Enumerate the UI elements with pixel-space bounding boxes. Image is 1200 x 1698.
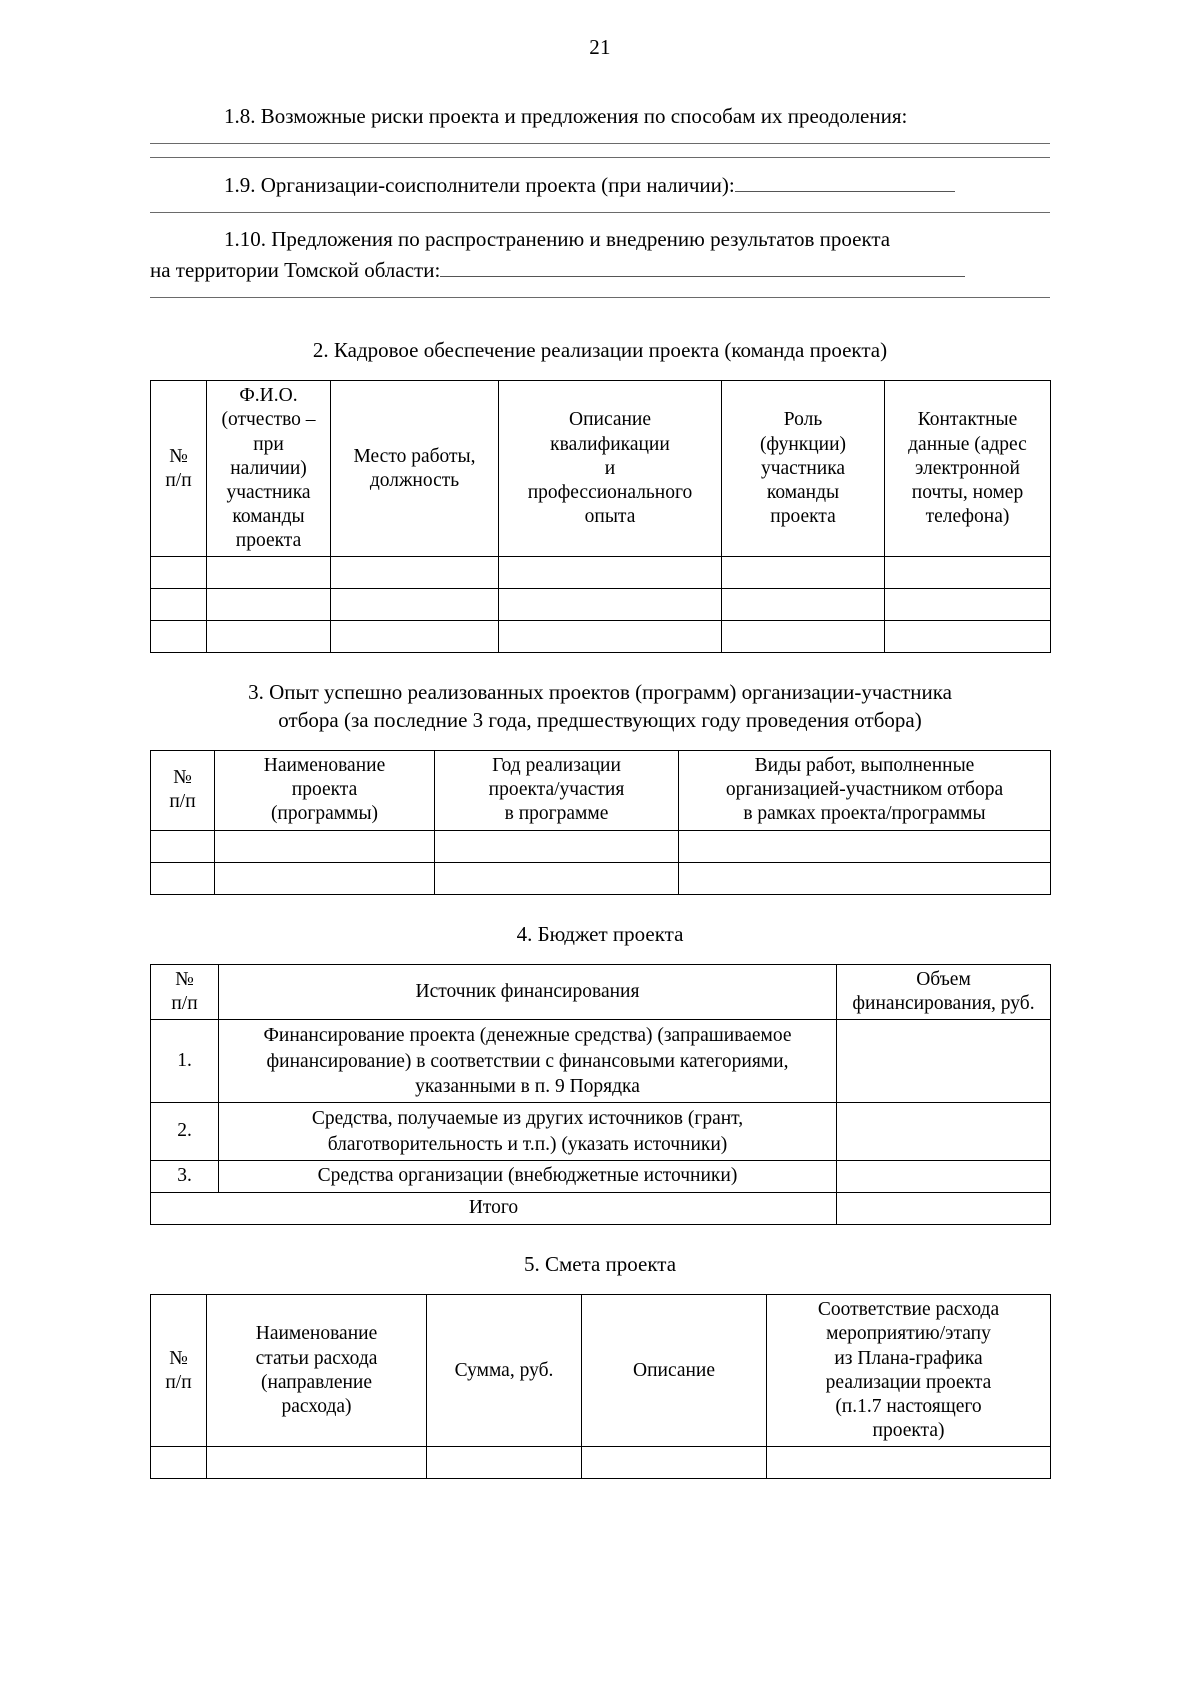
item-1-10-line2 <box>150 256 1050 284</box>
cell-workplace[interactable] <box>331 557 499 589</box>
cell-number[interactable] <box>151 557 207 589</box>
fill-line-1-9-b[interactable] <box>150 212 1050 213</box>
hdr-line: в программе <box>504 803 609 825</box>
hdr-line: расхода) <box>281 1395 352 1417</box>
hdr-line: наличии) <box>230 457 307 479</box>
hdr-line: опыта <box>584 506 636 528</box>
cell-funding-source: Средства организации (внебюджетные источники) <box>219 1160 837 1192</box>
item-1-10-text: на территории Томской области: <box>150 257 441 282</box>
col-header-fio <box>207 381 331 557</box>
table-header-row <box>151 381 1051 557</box>
col-header-number <box>151 751 215 831</box>
cell-total-label: Итого <box>151 1192 837 1224</box>
hdr-line: при <box>253 433 284 455</box>
hdr-line: участника <box>226 481 311 503</box>
cell-number[interactable] <box>151 862 215 894</box>
col-header-sum <box>427 1295 582 1447</box>
hdr-line: Наименование <box>255 1323 378 1345</box>
fill-line-1-10-b[interactable] <box>150 297 1050 298</box>
hdr-line: в рамках проекта/программы <box>743 803 986 825</box>
hdr-line: п/п <box>171 993 198 1015</box>
table-row[interactable] <box>151 557 1051 589</box>
cell-funding-source: Финансирование проекта (денежные средства) (запрашиваемое финансирование) в соответствии с финансовыми категориями, указанными в п. 9 Порядка <box>219 1020 837 1103</box>
col-header-role <box>722 381 885 557</box>
col-header-plan-match <box>767 1295 1051 1447</box>
hdr-line: (функции) <box>759 433 847 455</box>
cell-year[interactable] <box>435 830 679 862</box>
experience-table <box>150 750 1051 895</box>
hdr-line: проекта <box>235 530 302 552</box>
hdr-line: Источник финансирования <box>415 980 640 1002</box>
cell-row-number: 2. <box>151 1103 219 1161</box>
cell-contacts[interactable] <box>885 557 1051 589</box>
table-row[interactable] <box>151 1160 1051 1192</box>
cell-number[interactable] <box>151 589 207 621</box>
cell-row-number: 1. <box>151 1020 219 1103</box>
hdr-line: телефона) <box>925 506 1010 528</box>
table-header-row <box>151 751 1051 831</box>
table-row[interactable] <box>151 621 1051 653</box>
section-3-title-line2: отбора (за последние 3 года, предшествующих году проведения отбора) <box>278 707 922 732</box>
cell-qualification[interactable] <box>499 621 722 653</box>
hdr-line: п/п <box>165 1371 192 1393</box>
hdr-line: реализации проекта <box>825 1371 992 1393</box>
cell-contacts[interactable] <box>885 621 1051 653</box>
fill-line-1-9-inline[interactable] <box>735 171 955 192</box>
cell-fio[interactable] <box>207 589 331 621</box>
budget-table <box>150 964 1051 1225</box>
hdr-line: Виды работ, выполненные <box>754 755 975 777</box>
fill-line-1-8-b[interactable] <box>150 157 1050 158</box>
hdr-line: команды <box>232 506 305 528</box>
cell-contacts[interactable] <box>885 589 1051 621</box>
cell-role[interactable] <box>722 621 885 653</box>
hdr-line: должность <box>369 469 460 491</box>
cell-description[interactable] <box>582 1447 767 1479</box>
hdr-line: № <box>175 968 194 990</box>
col-header-number <box>151 1295 207 1447</box>
col-header-number <box>151 381 207 557</box>
hdr-line: п/п <box>165 469 192 491</box>
col-header-funding-source <box>219 964 837 1019</box>
cell-qualification[interactable] <box>499 589 722 621</box>
hdr-line: Год реализации <box>492 755 621 777</box>
hdr-line: Описание <box>568 409 652 431</box>
cell-qualification[interactable] <box>499 557 722 589</box>
table-row[interactable] <box>151 589 1051 621</box>
col-header-expense-name <box>207 1295 427 1447</box>
table-row[interactable] <box>151 1103 1051 1161</box>
cell-work-types[interactable] <box>679 862 1051 894</box>
hdr-line: Место работы, <box>353 445 476 467</box>
hdr-line: статьи расхода <box>255 1347 378 1369</box>
item-1-9-text: 1.9. Организации-соисполнители проекта (при наличии): <box>224 173 735 198</box>
page-number: 21 <box>589 35 611 59</box>
cell-row-number: 3. <box>151 1160 219 1192</box>
col-header-qualification <box>499 381 722 557</box>
hdr-line: проекта) <box>872 1420 945 1442</box>
col-header-work-types <box>679 751 1051 831</box>
hdr-line: и <box>604 457 616 479</box>
team-table <box>150 380 1051 653</box>
hdr-line: электронной <box>915 457 1020 479</box>
table-header-row <box>151 964 1051 1019</box>
cell-expense-name[interactable] <box>207 1447 427 1479</box>
cell-sum[interactable] <box>427 1447 582 1479</box>
cell-funding-amount[interactable] <box>837 1020 1051 1103</box>
cell-workplace[interactable] <box>331 589 499 621</box>
hdr-line: команды <box>766 481 840 503</box>
cell-funding-amount[interactable] <box>837 1160 1051 1192</box>
hdr-line: Описание <box>632 1359 716 1381</box>
hdr-line: (отчество – <box>221 409 316 431</box>
section-3-title-line1: 3. Опыт успешно реализованных проектов (программ) организации-участника <box>248 680 952 705</box>
hdr-line: данные (адрес <box>908 433 1027 455</box>
col-header-description <box>582 1295 767 1447</box>
hdr-line: Наименование <box>263 755 386 777</box>
section-2-title: 2. Кадровое обеспечение реализации проекта (команда проекта) <box>312 337 888 362</box>
hdr-line: Сумма, руб. <box>454 1359 554 1381</box>
cell-funding-source: Средства, получаемые из других источников (грант, благотворительность и т.п.) (указать источники) <box>219 1103 837 1161</box>
cell-workplace[interactable] <box>331 621 499 653</box>
table-header-row <box>151 1295 1051 1447</box>
cell-project-name[interactable] <box>215 830 435 862</box>
section-5-title: 5. Смета проекта <box>523 1251 677 1276</box>
cell-number[interactable] <box>151 621 207 653</box>
hdr-line: Контактные <box>917 409 1018 431</box>
hdr-line: Ф.И.О. <box>239 385 298 407</box>
col-header-contacts <box>885 381 1051 557</box>
hdr-line: из Плана-графика <box>834 1347 983 1369</box>
hdr-line: Объем <box>916 968 971 990</box>
hdr-line: п/п <box>169 791 196 813</box>
hdr-line: Соответствие расхода <box>817 1299 1000 1321</box>
hdr-line: проекта <box>770 506 836 528</box>
cell-project-name[interactable] <box>215 862 435 894</box>
fill-line-1-10-inline[interactable] <box>440 256 965 277</box>
hdr-line: (программы) <box>270 803 379 825</box>
cell-role[interactable] <box>722 589 885 621</box>
hdr-line: проекта <box>291 779 358 801</box>
table-row[interactable] <box>151 862 1051 894</box>
cell-fio[interactable] <box>207 557 331 589</box>
hdr-line: Роль <box>783 409 823 431</box>
hdr-line: проекта/участия <box>488 779 625 801</box>
hdr-line: № <box>173 767 192 789</box>
col-header-project-name <box>215 751 435 831</box>
section-4-title: 4. Бюджет проекта <box>516 921 684 946</box>
cell-total-amount[interactable] <box>837 1192 1051 1224</box>
col-header-funding-amount <box>837 964 1051 1019</box>
cell-plan-match[interactable] <box>767 1447 1051 1479</box>
table-row[interactable] <box>151 1020 1051 1103</box>
col-header-workplace <box>331 381 499 557</box>
item-1-8-text: 1.8. Возможные риски проекта и предложения по способам их преодоления: <box>224 103 908 128</box>
col-header-year <box>435 751 679 831</box>
table-row[interactable] <box>151 1447 1051 1479</box>
cell-work-types[interactable] <box>679 830 1051 862</box>
hdr-line: почты, номер <box>911 481 1024 503</box>
hdr-line: (направление <box>260 1371 373 1393</box>
col-header-number <box>151 964 219 1019</box>
hdr-line: участника <box>760 457 846 479</box>
hdr-line: № <box>169 1347 188 1369</box>
cell-year[interactable] <box>435 862 679 894</box>
cell-fio[interactable] <box>207 621 331 653</box>
hdr-line: финансирования, руб. <box>852 993 1035 1015</box>
cell-number[interactable] <box>151 1447 207 1479</box>
item-1-9-line <box>150 171 1050 199</box>
estimate-table <box>150 1294 1051 1479</box>
hdr-line: организацией-участником отбора <box>725 779 1004 801</box>
hdr-line: (п.1.7 настоящего <box>835 1395 982 1417</box>
table-row[interactable] <box>151 830 1051 862</box>
fill-line-1-8-a[interactable] <box>150 143 1050 144</box>
cell-number[interactable] <box>151 830 215 862</box>
hdr-line: квалификации <box>550 433 670 455</box>
cell-role[interactable] <box>722 557 885 589</box>
table-total-row[interactable] <box>151 1192 1051 1224</box>
cell-funding-amount[interactable] <box>837 1103 1051 1161</box>
hdr-line: № <box>169 445 188 467</box>
hdr-line: мероприятию/этапу <box>826 1323 991 1345</box>
hdr-line: профессионального <box>527 481 693 503</box>
item-1-10-line1: 1.10. Предложения по распространению и внедрению результатов проекта <box>224 227 891 252</box>
